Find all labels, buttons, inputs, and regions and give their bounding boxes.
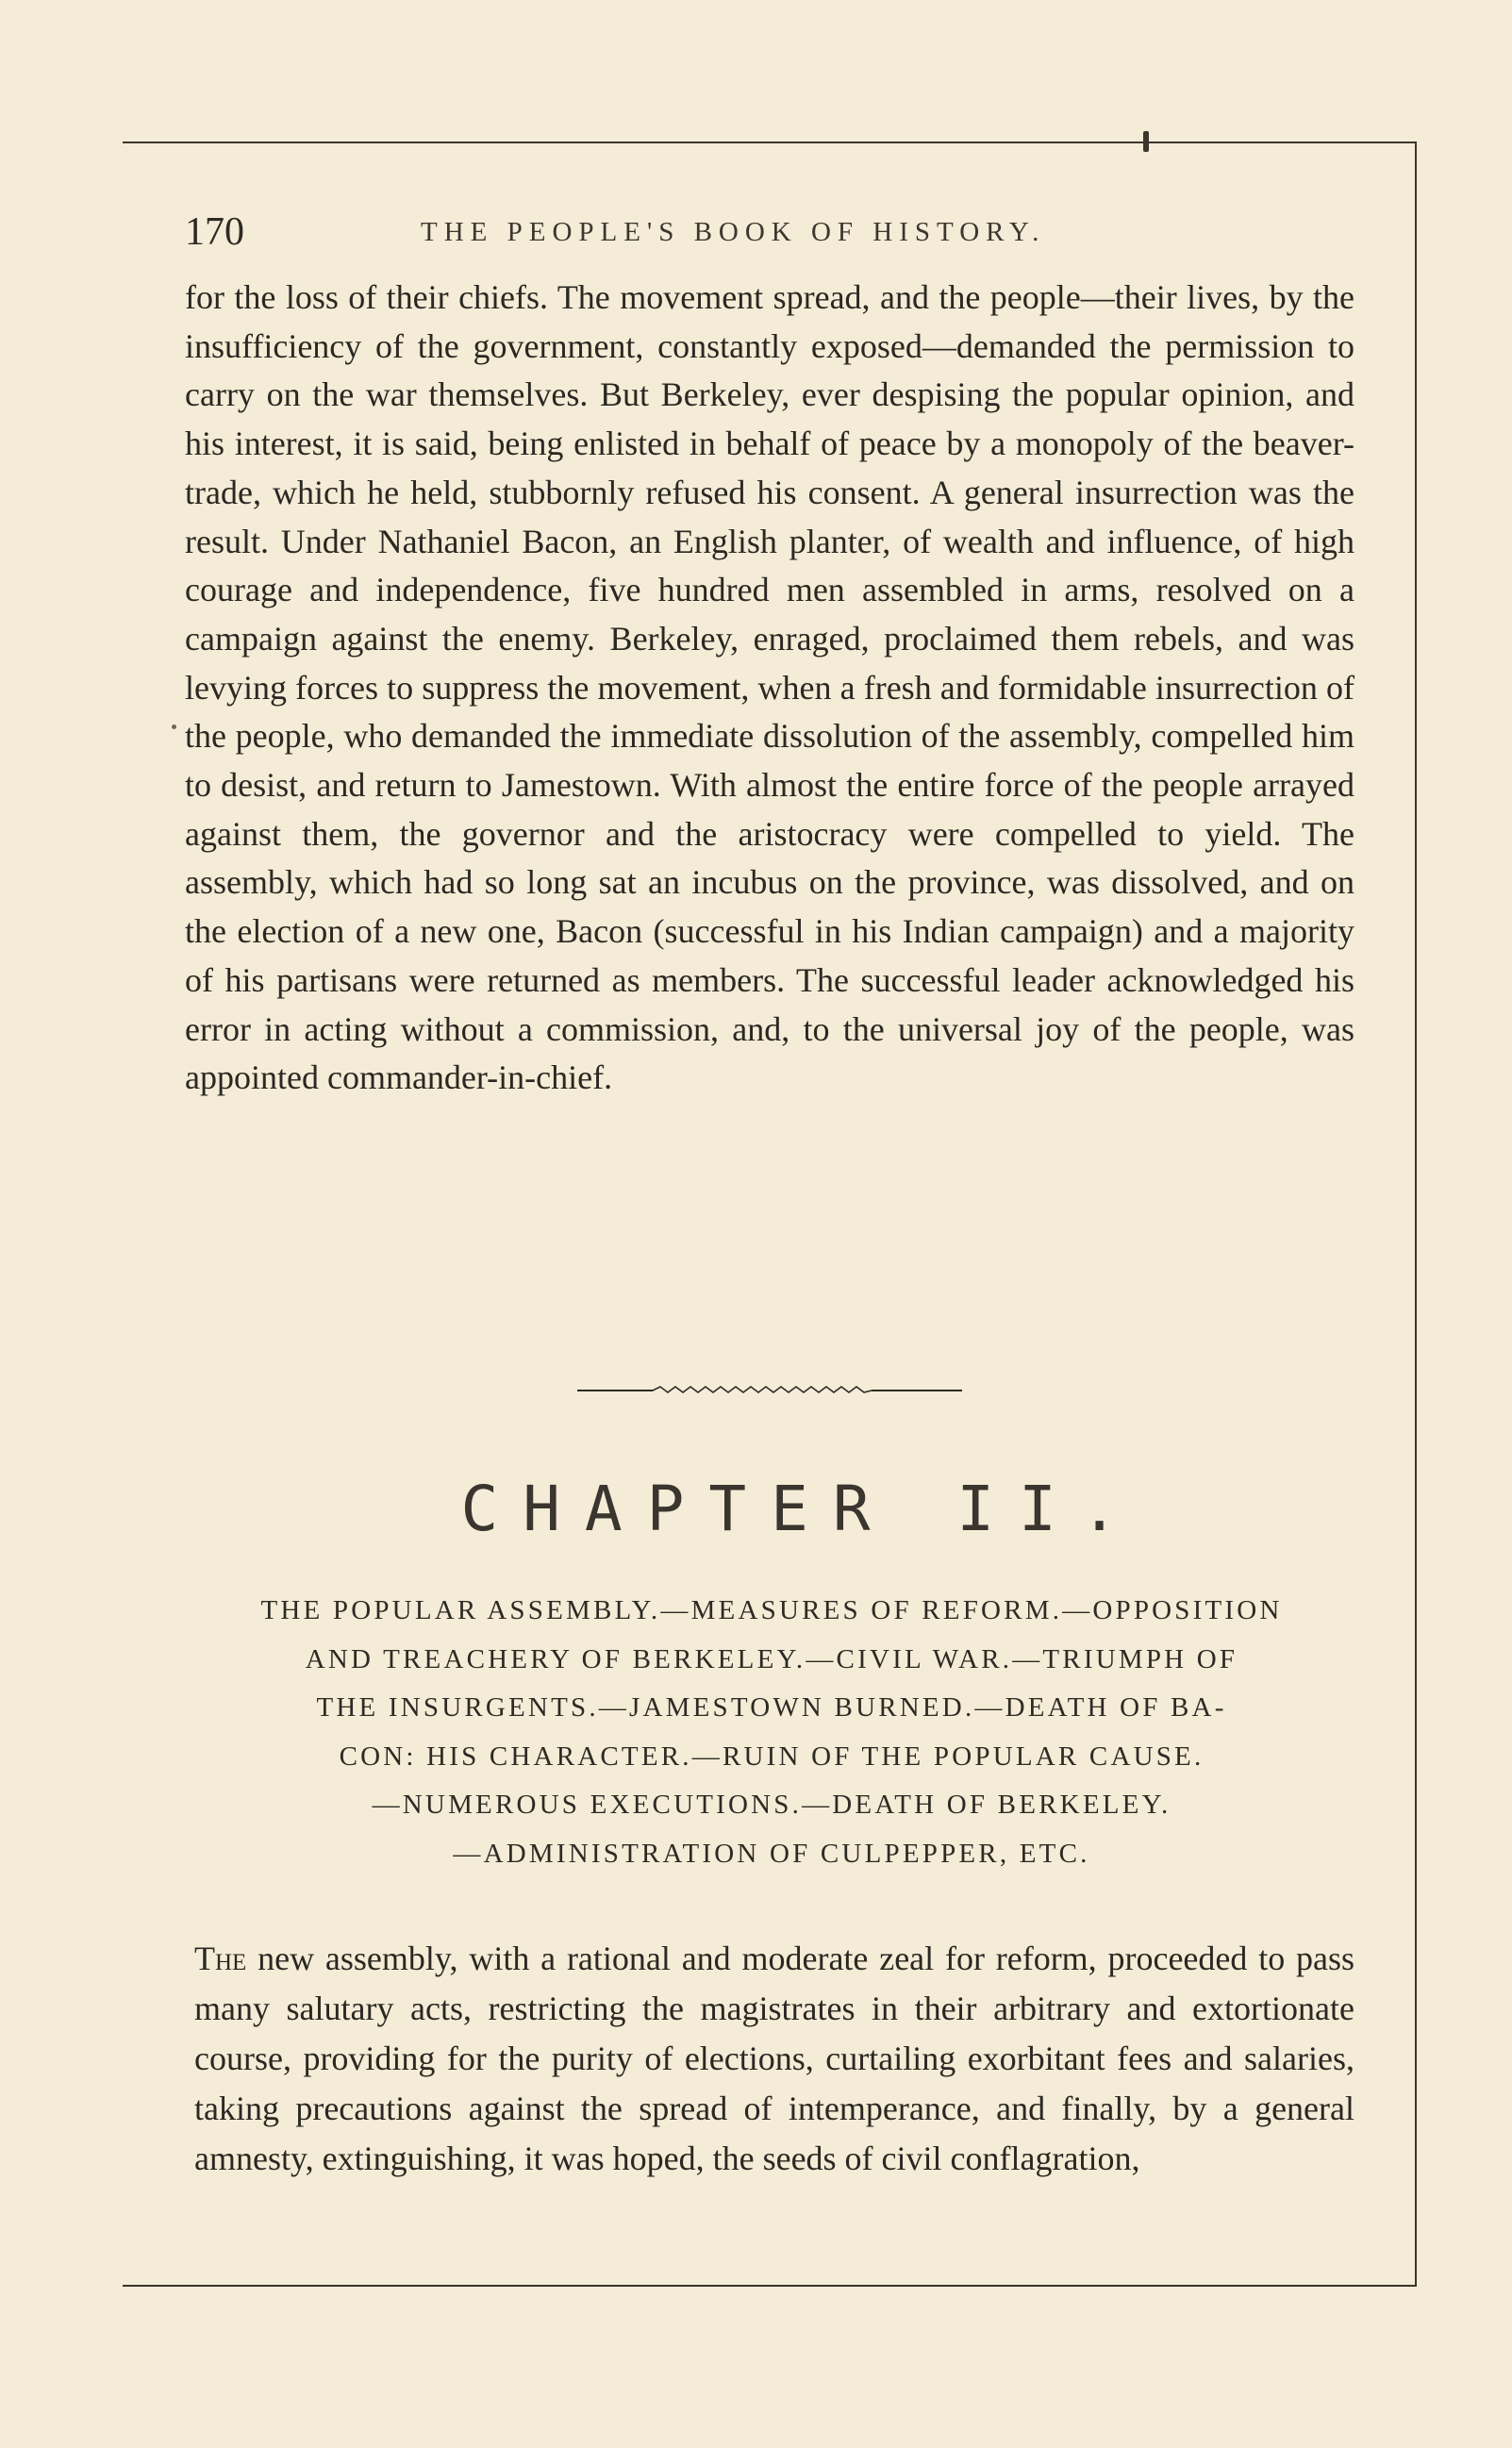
border-mark [1143, 131, 1149, 152]
section-ornament [577, 1381, 962, 1398]
synopsis-line: —ADMINISTRATION OF CULPEPPER, ETC. [453, 1838, 1090, 1869]
synopsis-line: THE POPULAR ASSEMBLY.—MEASURES OF REFORM.—OPPOSITION [260, 1595, 1283, 1625]
lead-word: The [194, 1940, 247, 1977]
running-head: THE PEOPLE'S BOOK OF HISTORY. [421, 217, 1046, 247]
chapter-synopsis [187, 1587, 1356, 1878]
body-paragraph-top: for the loss of their chiefs. The movement spread, and the people—their lives, by the insufficiency of the government, constantly exposed—demanded the permission to carry on the war themselves. But Berkeley, ever despising the popular opinion, and his interest, it is said, being enlisted in behalf of peace by a monopoly of the beaver-trade, which he held, stubbornly refused his consent. A general insurrection was the result. Under Nathaniel Bacon, an English planter, of wealth and influence, of high courage and independence, five hundred men assembled in arms, resolved on a campaign against the enemy. Berkeley, enraged, proclaimed them rebels, and was levying forces to suppress the movement, when a fresh and formidable insurrection of the people, who demanded the immediate dissolution of the assembly, compelled him to desist, and return to Jamestown. With almost the entire force of the people arrayed against them, the governor and the aristocracy were compelled to yield. The assembly, which had so long sat an incubus on the province, was dissolved, and on the election of a new one, Bacon (successful in his Indian campaign) and a majority of his partisans were returned as members. The successful leader acknowledged his error in acting without a commission, and, to the universal joy of the people, was appointed commander-in-chief. [185, 278, 1354, 1097]
synopsis-line: THE INSURGENTS.—JAMESTOWN BURNED.—DEATH OF BA- [316, 1692, 1227, 1723]
page-number: 170 [185, 210, 244, 254]
chapter-title: CHAPTER II. [460, 1473, 1143, 1545]
paragraph-text: new assembly, with a rational and moderate zeal for reform, proceeded to pass many salutary acts, restricting the magistrates in their arbitrary and extortionate course, providing for the purity of elections, curtailing exorbitant fees and salaries, taking precautions against the spread of intemperance, and finally, by a general amnesty, extinguishing, it was hoped, the seeds of civil conflagration, [194, 1940, 1354, 2177]
body-paragraph-bottom [194, 1934, 1354, 2184]
page-header [185, 206, 1392, 262]
synopsis-line: CON: HIS CHARACTER.—RUIN OF THE POPULAR CAUSE. [339, 1740, 1205, 1772]
paper-speck [172, 724, 176, 729]
synopsis-line: AND TREACHERY OF BERKELEY.—CIVIL WAR.—TRIUMPH OF [305, 1643, 1238, 1674]
synopsis-line: —NUMEROUS EXECUTIONS.—DEATH OF BERKELEY. [372, 1790, 1171, 1820]
